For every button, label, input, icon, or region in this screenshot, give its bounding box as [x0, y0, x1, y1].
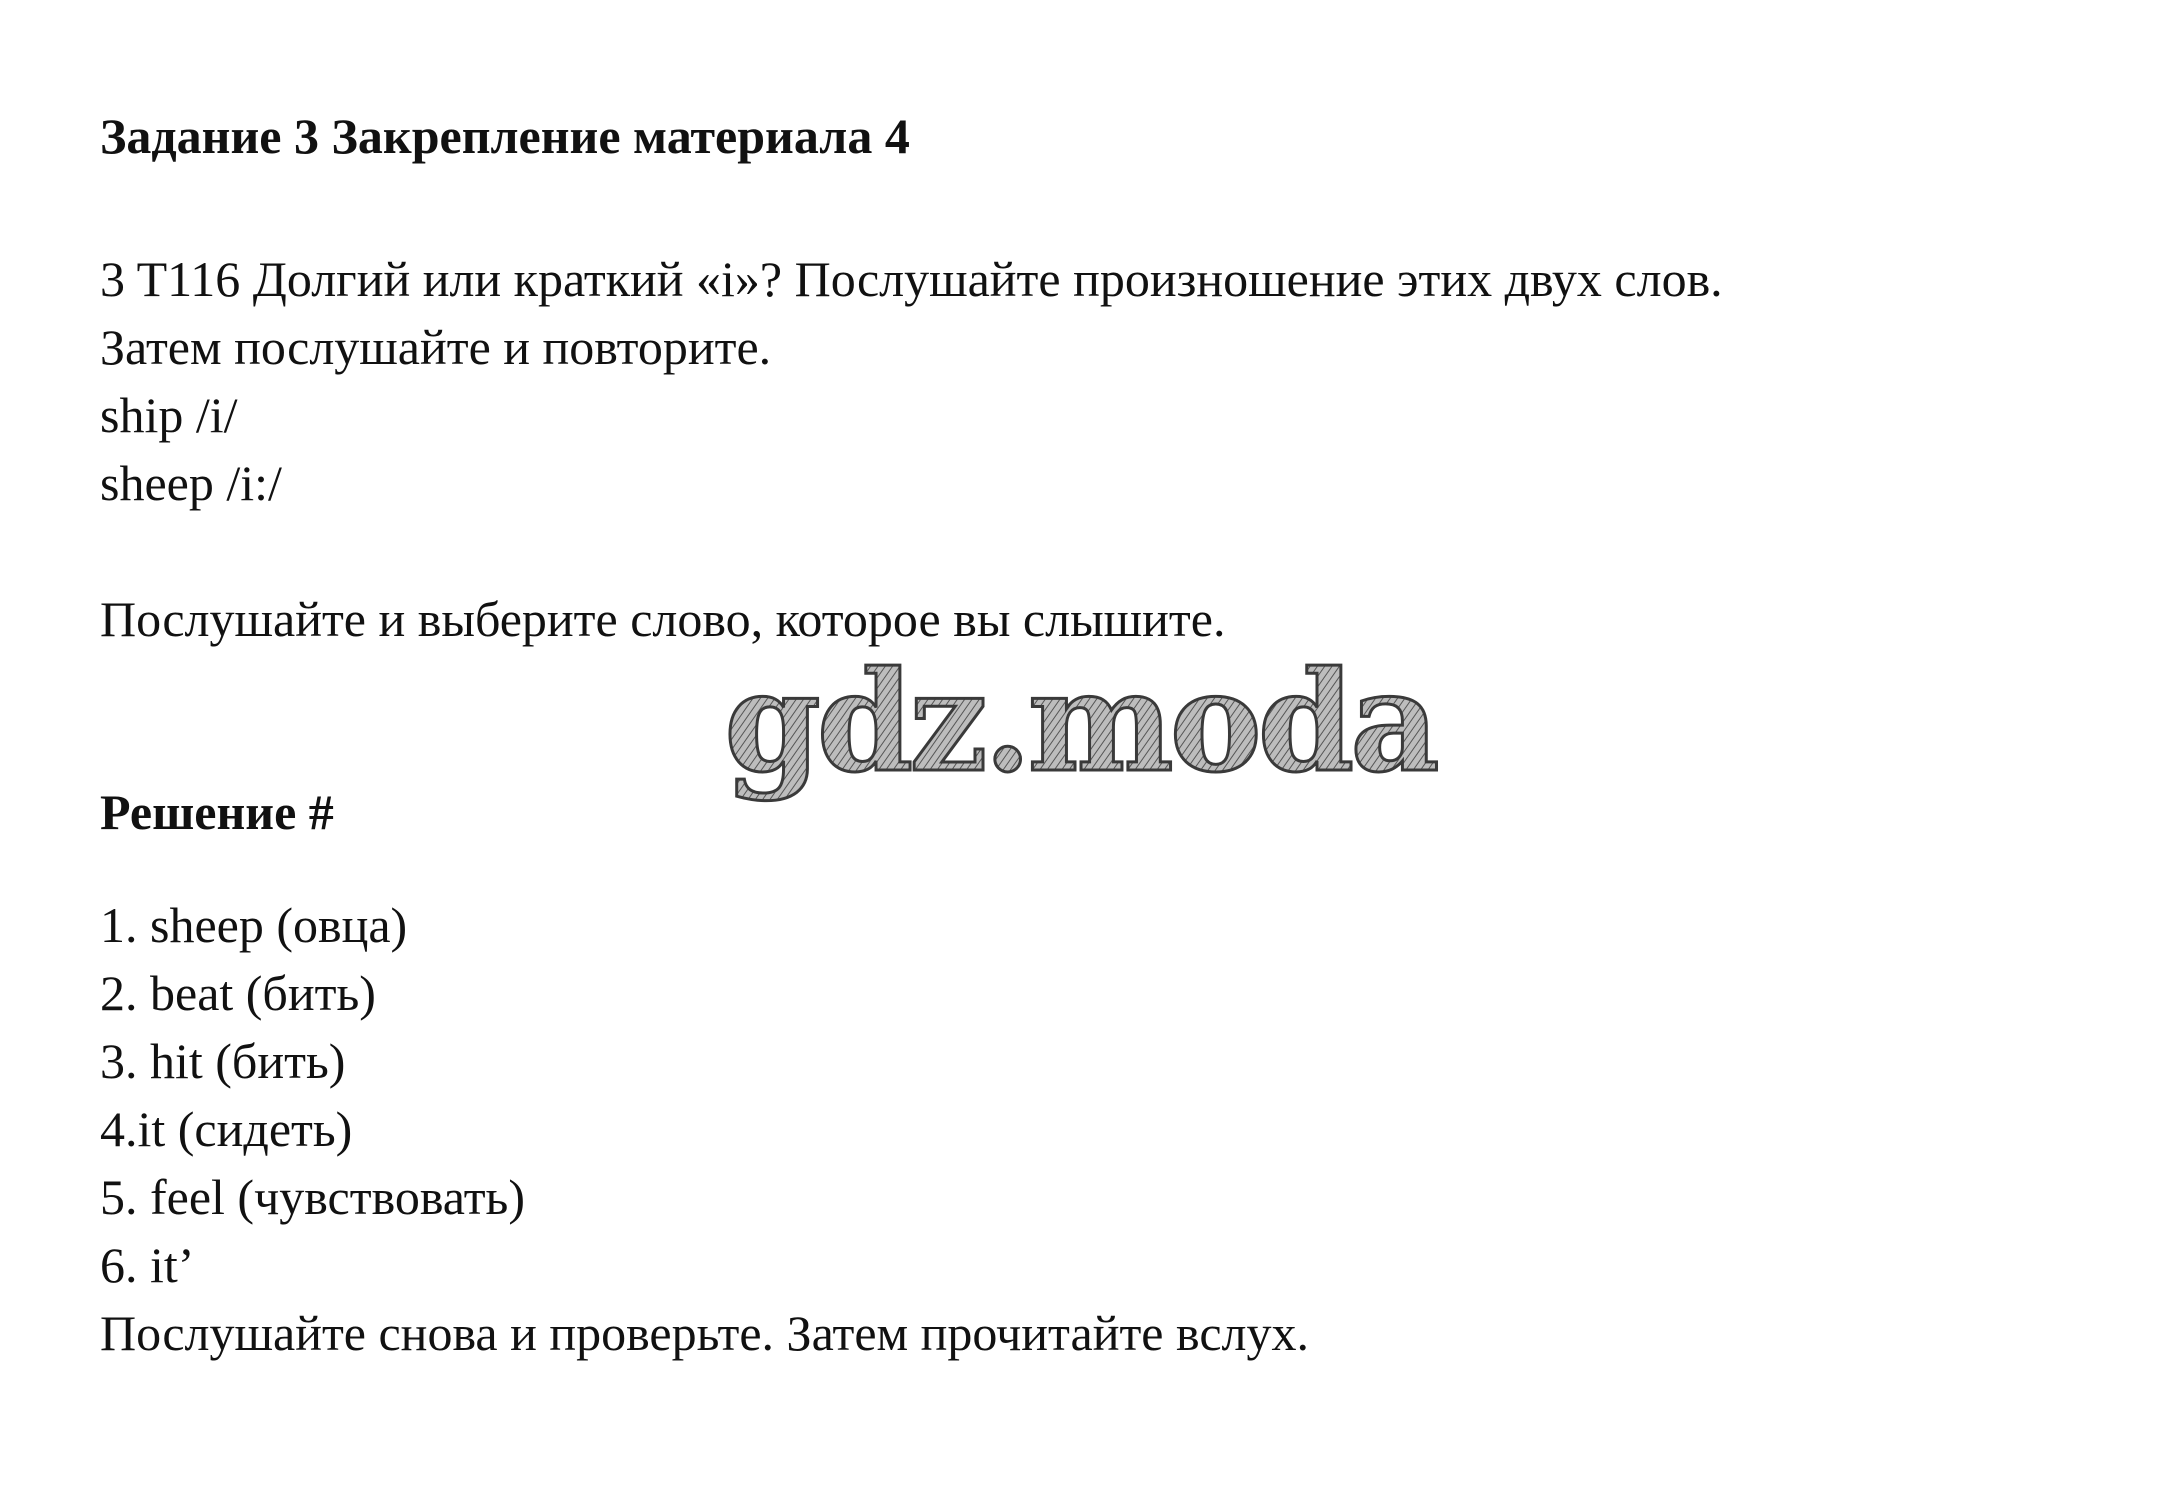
example-word-sheep: sheep /i:/ [100, 455, 282, 511]
example-word-ship: ship /i/ [100, 387, 238, 443]
answer-item-1: 1. sheep (овца) [100, 897, 408, 953]
solution-heading: Решение # [100, 784, 334, 840]
task-instruction: Послушайте и выберите слово, которое вы слышите. [100, 591, 1226, 647]
answer-item-6: 6. it’ [100, 1237, 195, 1293]
watermark-logo [724, 640, 1436, 815]
watermark-text: gdz.moda [724, 640, 1436, 803]
task-text-line-2: Затем послушайте и повторите. [100, 319, 772, 375]
answer-item-4: 4.it (сидеть) [100, 1101, 353, 1157]
answer-item-5: 5. feel (чувствовать) [100, 1169, 525, 1225]
answer-item-3: 3. hit (бить) [100, 1033, 346, 1089]
answer-item-2: 2. beat (бить) [100, 965, 376, 1021]
task-text-line-1: 3 T116 Долгий или краткий «i»? Послушайте произношение этих двух слов. [100, 251, 1723, 307]
task-heading: Задание 3 Закрепление материала 4 [100, 108, 910, 164]
solution-closing-text: Послушайте снова и проверьте. Затем прочитайте вслух. [100, 1305, 1309, 1361]
